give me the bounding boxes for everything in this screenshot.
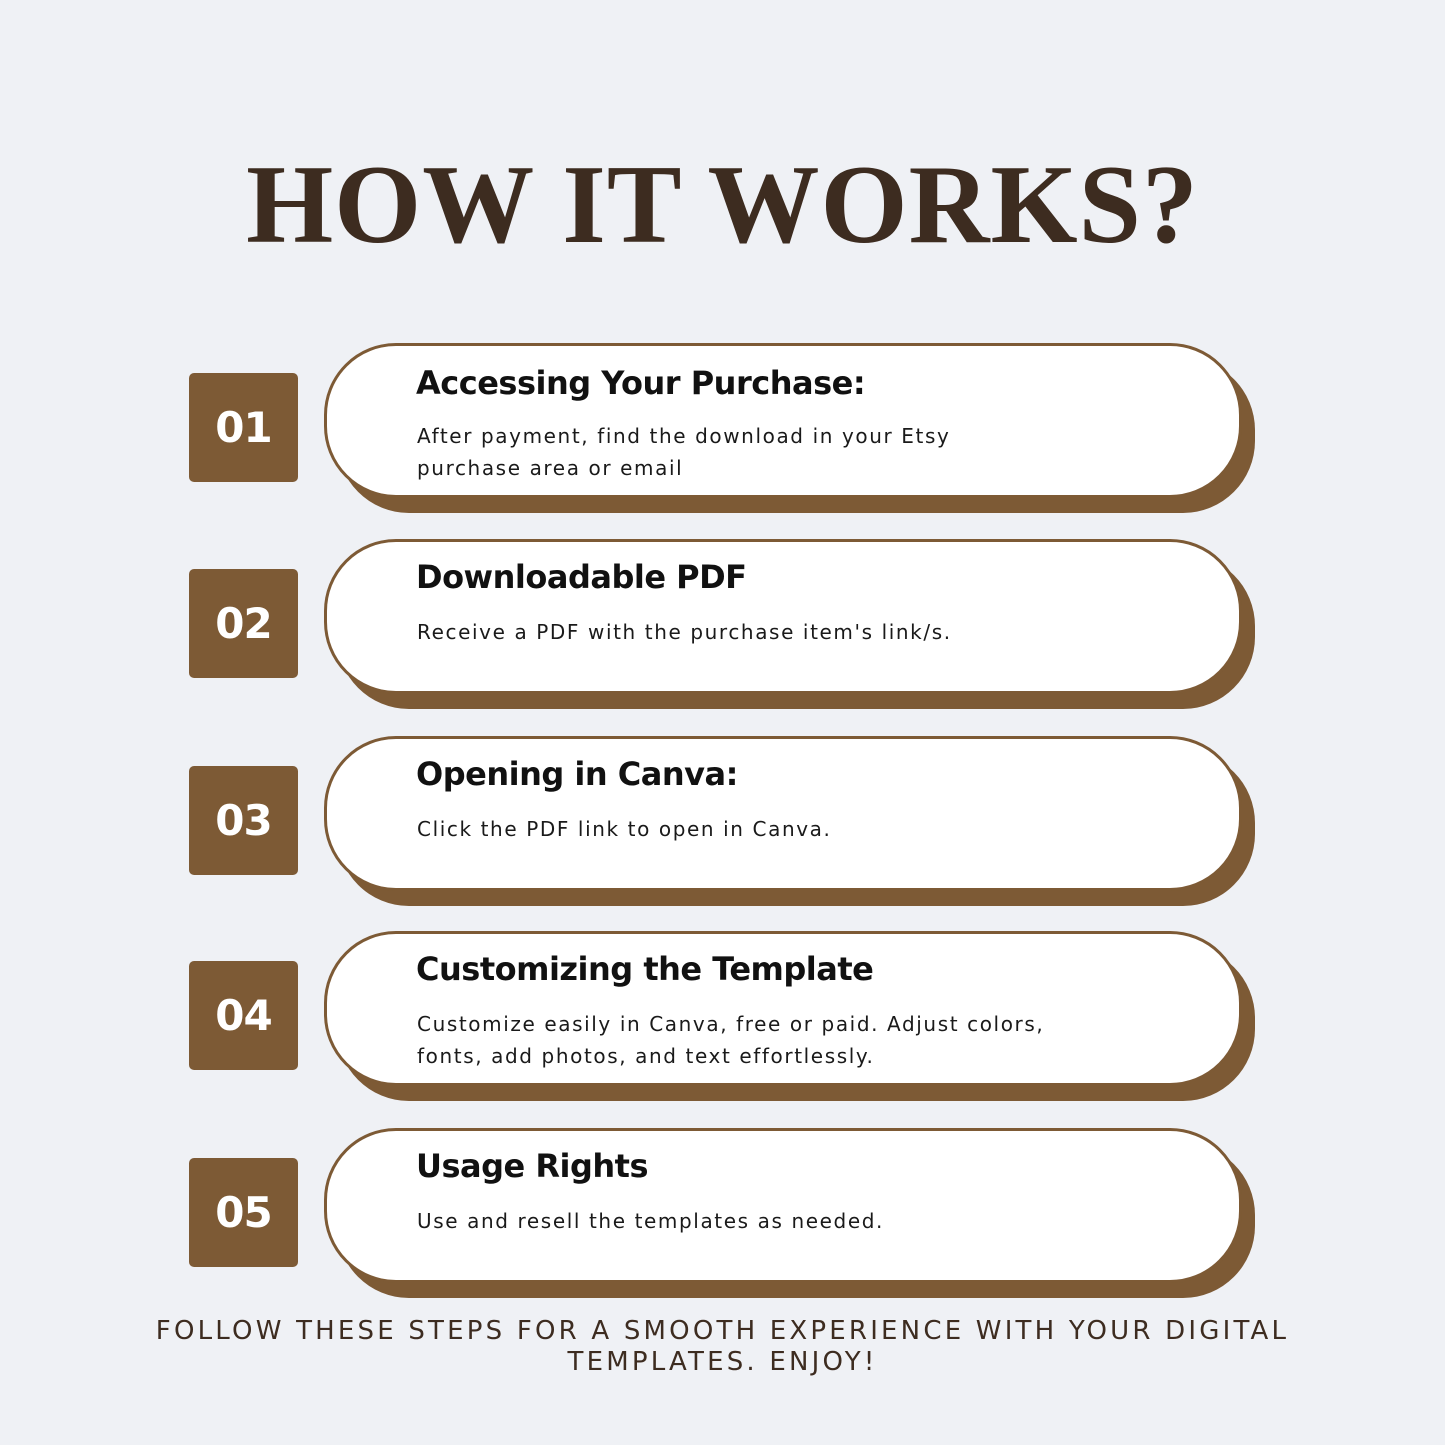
step-description: Receive a PDF with the purchase item's link/s. — [417, 620, 952, 644]
step-description: Use and resell the templates as needed. — [417, 1209, 884, 1233]
step-1 — [0, 343, 1445, 523]
step-description: After payment, find the download in your Etsy purchase area or email — [417, 424, 951, 480]
step-card — [324, 736, 1242, 891]
step-description: Click the PDF link to open in Canva. — [417, 817, 832, 841]
step-4 — [0, 931, 1445, 1111]
step-title: Opening in Canva: — [416, 755, 738, 793]
step-description: Customize easily in Canva, free or paid. Adjust colors, fonts, add photos, and text effortlessly. — [417, 1012, 1045, 1068]
step-number-badge: 01 — [189, 373, 298, 482]
step-card — [324, 343, 1242, 498]
step-title: Usage Rights — [416, 1147, 649, 1185]
step-number-badge: 04 — [189, 961, 298, 1070]
step-card — [324, 931, 1242, 1086]
step-2 — [0, 539, 1445, 719]
step-5 — [0, 1128, 1445, 1308]
step-number-badge: 02 — [189, 569, 298, 678]
step-title: Downloadable PDF — [416, 558, 747, 596]
step-card — [324, 539, 1242, 694]
step-3 — [0, 736, 1445, 916]
step-title: Customizing the Template — [416, 950, 874, 988]
step-title: Accessing Your Purchase: — [416, 364, 866, 402]
step-card — [324, 1128, 1242, 1283]
step-number-badge: 05 — [189, 1158, 298, 1267]
step-number-badge: 03 — [189, 766, 298, 875]
footer-note: FOLLOW THESE STEPS FOR A SMOOTH EXPERIENCE WITH YOUR DIGITAL TEMPLATES. ENJOY! — [155, 1316, 1290, 1377]
page-title: HOW IT WORKS? — [246, 143, 1199, 267]
